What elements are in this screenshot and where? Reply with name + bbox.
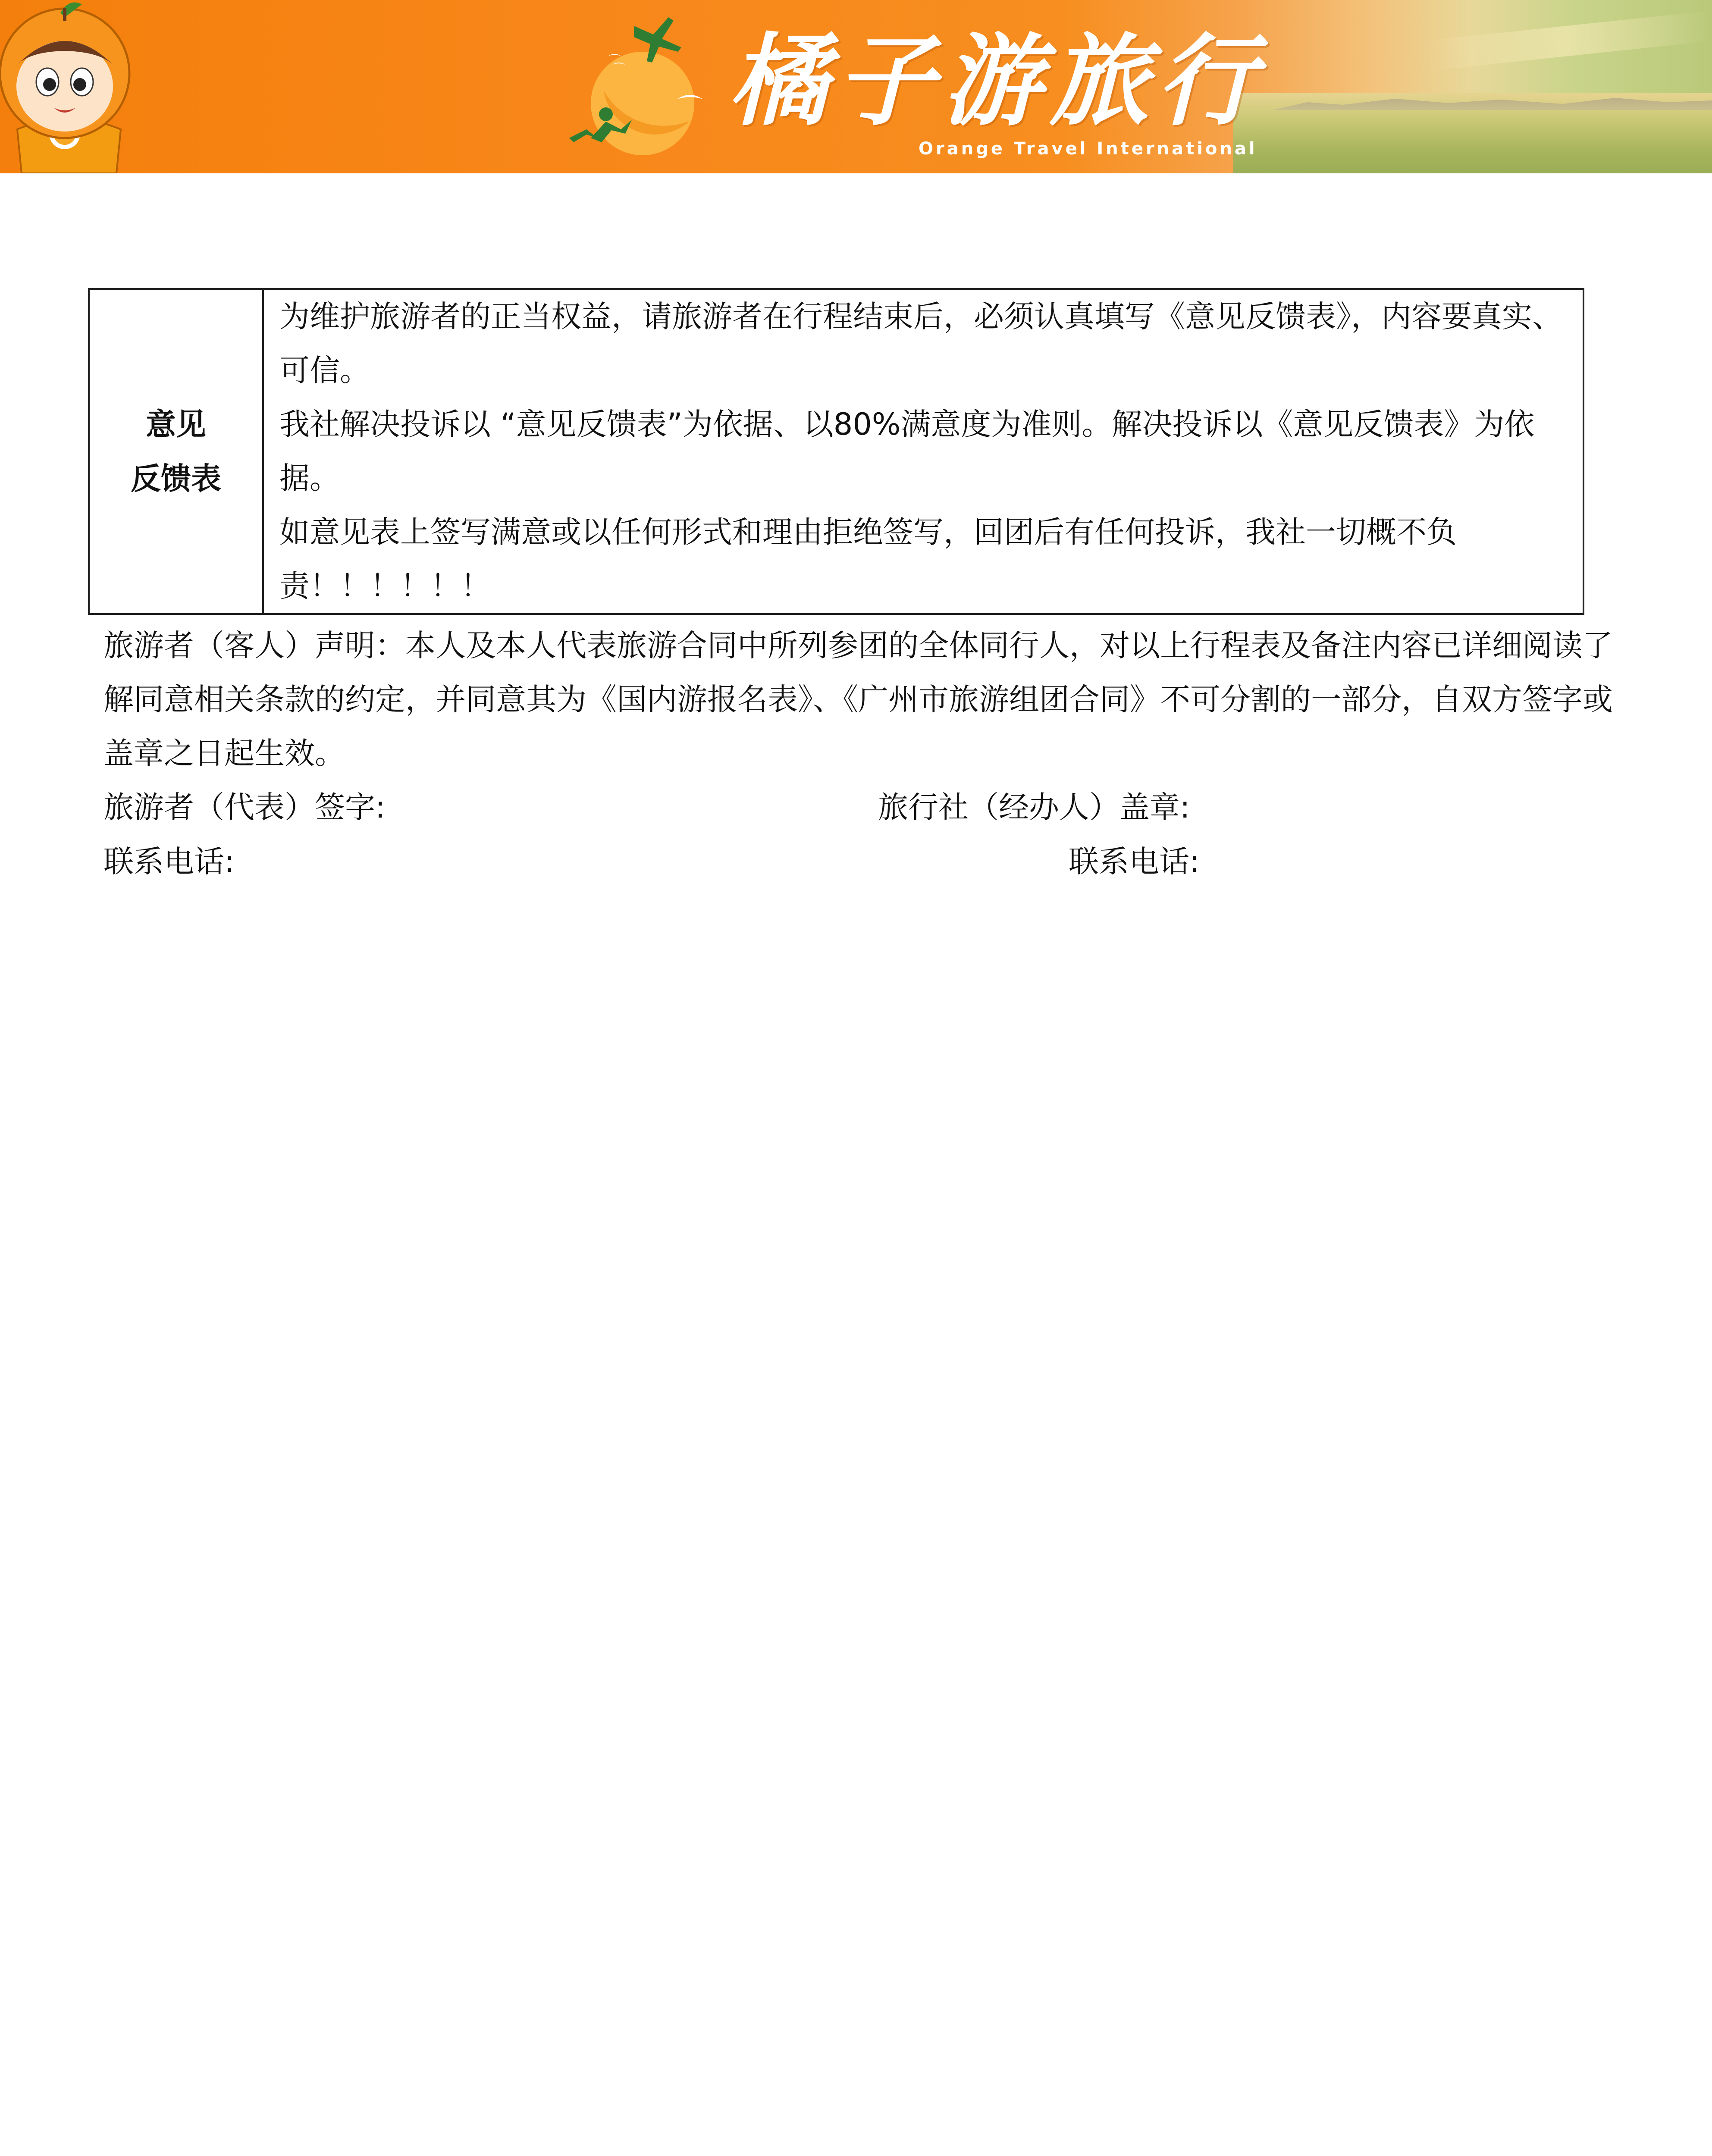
traveler-declaration: 旅游者（客人）声明：本人及本人代表旅游合同中所列参团的全体同行人，对以上行程表及备注内容已详细阅读了解同意相关条款的约定，并同意其为《国内游报名表》、《广州市旅游组团合同》不可分割的一部分，自双方签字或盖章之日起生效。	[103, 628, 1613, 771]
traveler-signature-label: 旅游者（代表）签字:	[103, 790, 386, 825]
brand-subtitle: Orange Travel International	[919, 139, 1257, 159]
feedback-paragraph: 如意见表上签写满意或以任何形式和理由拒绝签写，回团后有任何投诉，我社一切概不负责！！！！！！	[279, 514, 1457, 604]
feedback-paragraph: 为维护旅游者的正当权益，请旅游者在行程结束后，必须认真填写《意见反馈表》，内容要真实、可信。	[279, 299, 1562, 388]
feedback-content-cell	[264, 290, 1583, 613]
header-banner	[0, 0, 1712, 173]
orange-mascot-icon	[0, 0, 138, 173]
feedback-label-cell	[90, 290, 264, 613]
sun-plane-logo-icon	[561, 9, 707, 164]
feedback-paragraph: 我社解决投诉以 “意见反馈表”为依据、以80%满意度为准则。解决投诉以《意见反馈表》为依据。	[279, 407, 1535, 496]
traveler-phone-label: 联系电话:	[103, 844, 235, 879]
feedback-label-line1: 意见	[146, 407, 206, 442]
feedback-table	[88, 288, 1584, 615]
feedback-label-line2: 反馈表	[131, 461, 221, 496]
agency-stamp-label: 旅行社（经办人）盖章:	[878, 790, 1190, 825]
sky-streak	[1422, 11, 1712, 71]
agency-phone-label: 联系电话:	[1069, 844, 1200, 879]
brand-title: 橘子游旅行	[729, 24, 1264, 139]
